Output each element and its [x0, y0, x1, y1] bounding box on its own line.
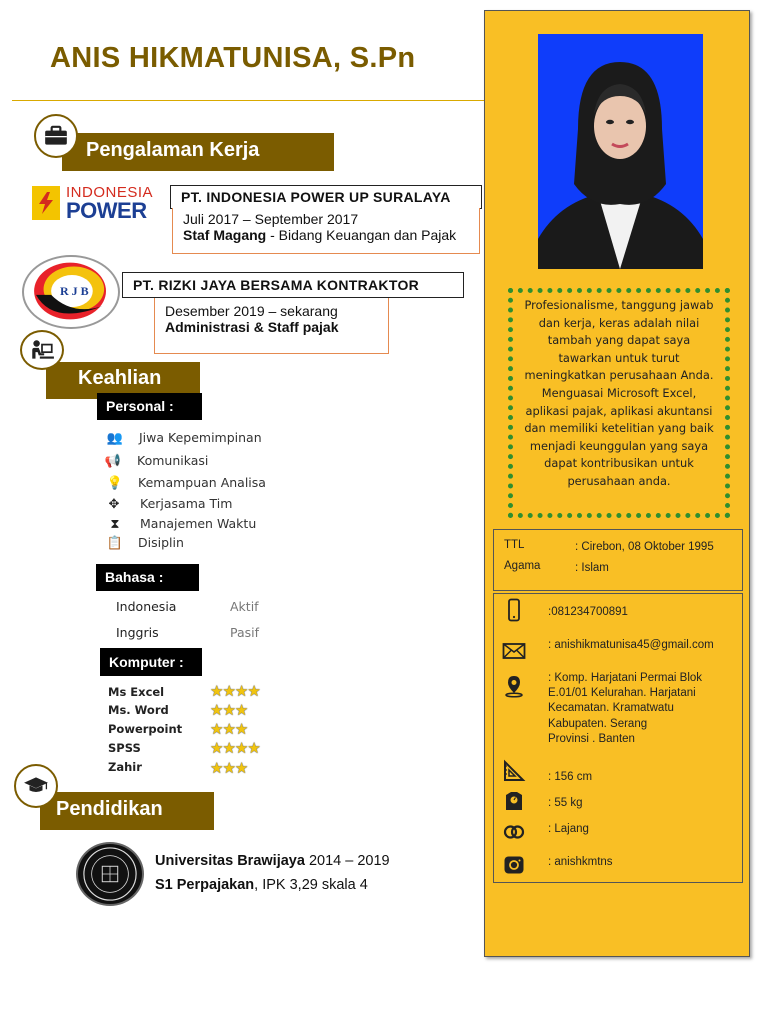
- job-role-line: [165, 319, 378, 335]
- computer-skill-name: SPSS: [108, 741, 141, 755]
- rating-stars: ★★★: [210, 702, 248, 719]
- personal-subtitle: Personal :: [97, 393, 202, 420]
- email-address: : anishikmatunisa45@gmail.com: [548, 639, 714, 651]
- person-at-desk-icon: [20, 330, 64, 370]
- group-icon: 👥: [106, 431, 124, 446]
- language-level: Pasif: [230, 625, 260, 640]
- weight-value: : 55 kg: [548, 797, 583, 809]
- experience-section-title: Pengalaman Kerja: [62, 133, 334, 171]
- lightning-bolt-icon: [32, 186, 60, 220]
- ttl-value: : Cirebon, 08 Oktober 1995: [575, 541, 714, 553]
- skill-item: ✥ Kerjasama Tim: [105, 496, 232, 512]
- hourglass-icon: ⧗: [110, 517, 120, 532]
- skill-item: 💡 Kemampuan Analisa: [106, 475, 266, 491]
- computer-skill-name: Ms. Word: [108, 703, 169, 717]
- religion-value: : Islam: [575, 562, 609, 574]
- university-seal: [76, 842, 144, 906]
- education-section-title: Pendidikan: [40, 792, 214, 830]
- job-details: [172, 208, 480, 254]
- computer-skill-name: Ms Excel: [108, 685, 165, 699]
- language-name: Indonesia: [116, 599, 177, 614]
- graduation-cap-icon: [14, 764, 58, 808]
- instagram-handle: : anishkmtns: [548, 856, 613, 868]
- job-period: Juli 2017 – September 2017: [183, 211, 359, 227]
- briefcase-icon: [34, 114, 78, 158]
- company-name: PT. INDONESIA POWER UP SURALAYA: [170, 185, 482, 209]
- language-level: Aktif: [230, 599, 259, 614]
- job-role: Staf Magang: [183, 227, 267, 243]
- company-name: PT. RIZKI JAYA BERSAMA KONTRAKTOR: [122, 272, 464, 298]
- mail-icon: [500, 638, 528, 664]
- ruler-triangle-icon: [500, 758, 528, 784]
- profile-summary: Profesionalisme, tanggung jawab dan kerja, keras adalah nilai tambah yang dapat saya tawarkan untuk turut meningkatkan perusahaan Anda. Menguasai Microsoft Excel, aplikasi pajak, aplikasi akuntansi dan memiliki ketelitian yang baik menjadi keunggulan yang saya dapat kontribusikan untuk perusahaan anda.: [508, 288, 730, 518]
- job-role-line: [183, 227, 469, 243]
- instagram-icon: [500, 852, 528, 878]
- computer-skill-name: Zahir: [108, 760, 142, 774]
- language-name: Inggris: [116, 625, 159, 640]
- ttl-label: TTL: [504, 539, 525, 551]
- clipboard-icon: 📋: [106, 536, 124, 551]
- weight-scale-icon: [500, 788, 528, 814]
- phone-number: :081234700891: [548, 606, 628, 618]
- skill-item: ⧗ Manajemen Waktu: [106, 516, 256, 532]
- rating-stars: ★★★★: [210, 740, 260, 757]
- phone-icon: [500, 597, 528, 623]
- page-title: ANIS HIKMATUNISA, S.Pn: [50, 42, 416, 74]
- religion-label: Agama: [504, 560, 541, 572]
- header-divider: [12, 100, 484, 101]
- rings-icon: [500, 818, 528, 844]
- rating-stars: ★★★: [210, 760, 248, 777]
- job-details: [154, 298, 389, 354]
- job-role: Administrasi & Staff pajak: [165, 319, 339, 335]
- rating-stars: ★★★: [210, 721, 248, 738]
- height-value: : 156 cm: [548, 771, 593, 783]
- skill-item: 📋 Disiplin: [106, 535, 184, 551]
- skill-item: 👥 Jiwa Kepemimpinan: [106, 430, 262, 446]
- education-degree: S1 Perpajakan, IPK 3,29 skala 4: [155, 877, 368, 893]
- company-logo-indonesia-power: INDONESIA POWER: [32, 184, 162, 224]
- computer-skill-name: Powerpoint: [108, 722, 183, 736]
- job-department: - Bidang Keuangan dan Pajak: [266, 227, 457, 243]
- marital-status: : Lajang: [548, 823, 589, 835]
- lightbulb-icon: 💡: [106, 476, 124, 491]
- collapse-arrows-icon: ✥: [108, 497, 120, 512]
- address: : Komp. Harjatani Permai Blok E.01/01 Kelurahan. Harjatani Kecamatan. Kramatwatu Kabupaten. Serang Provinsi . Banten: [548, 672, 703, 745]
- skill-item: 📢 Komunikasi: [104, 453, 209, 469]
- profile-photo: [538, 34, 703, 269]
- job-period: Desember 2019 – sekarang: [165, 303, 338, 319]
- language-subtitle: Bahasa :: [96, 564, 199, 591]
- company-logo-rjb: R J B: [22, 255, 120, 329]
- education-institution: Universitas Brawijaya 2014 – 2019: [155, 853, 390, 869]
- rating-stars: ★★★★: [210, 683, 260, 700]
- computer-subtitle: Komputer :: [100, 648, 202, 676]
- location-pin-icon: [500, 673, 528, 699]
- megaphone-icon: 📢: [104, 454, 122, 469]
- skills-section-title: Keahlian: [46, 362, 200, 399]
